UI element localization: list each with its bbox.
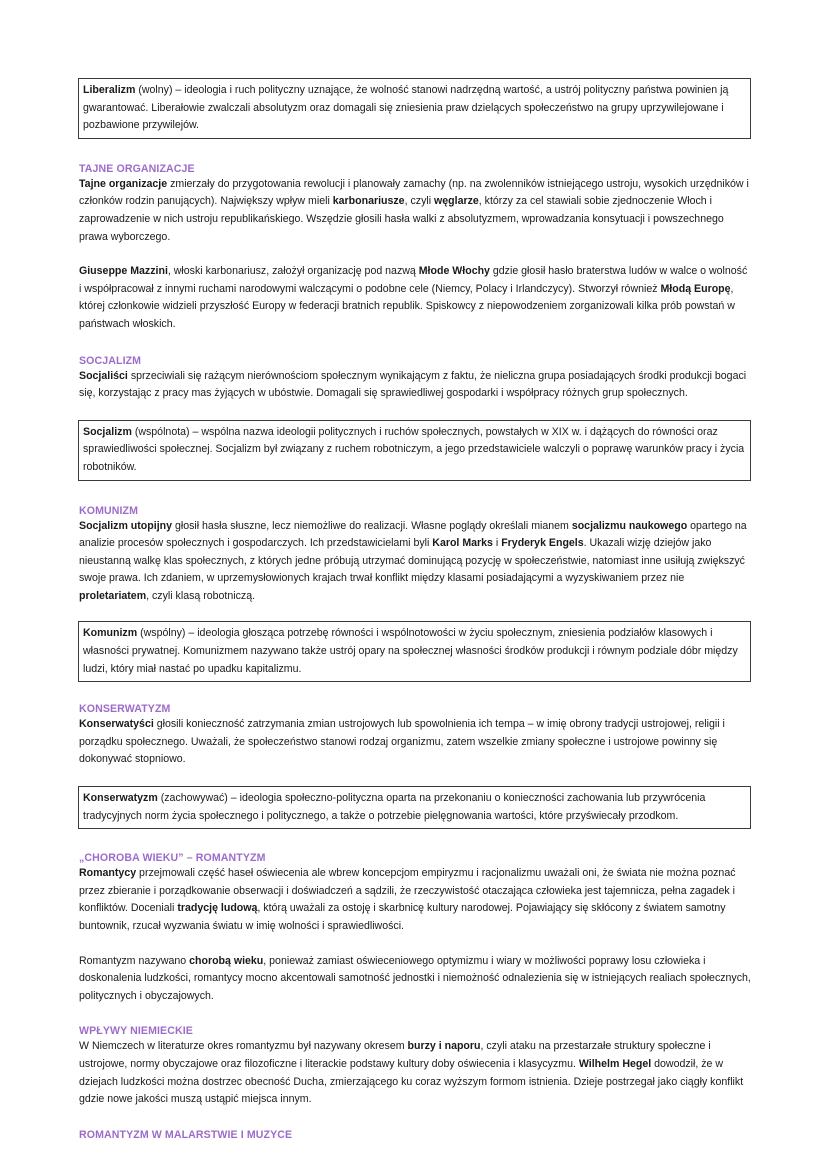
paragraph [79, 1038, 751, 1108]
bold-term: proletariatem [79, 589, 147, 602]
definition-text [83, 424, 745, 477]
definition-box-konserwatyzm [78, 786, 751, 829]
bold-term: Karol Marks [432, 537, 493, 550]
section-heading-konserwatyzm: KONSERWATYZM [79, 703, 171, 716]
bold-term: karbonariusze [332, 195, 405, 208]
bold-term: Młode Włochy [418, 265, 490, 278]
definition-box-komunizm [78, 621, 751, 682]
text-run: sprzeciwiali się rażącym nierównościom społecznym wynikającym z faktu, że nieliczna grupa posiadających środki produkcji bogaci się, korzystając z pracy mas żyjących w ubóstwie. Domagali się sprawiedliwej gospodarki i współpracy różnych grup społecznych. [79, 369, 747, 400]
text-run: opartego na analizie procesów społecznych i gospodarczych. Ich przedstawicielami byli [79, 519, 747, 550]
paragraph [79, 263, 751, 333]
bold-term: tradycję ludową [177, 902, 258, 915]
text-run: , czyli klasą robotniczą. [146, 589, 256, 602]
definition-body: (wolny) – ideologia i ruch polityczny uznające, że wolność stanowi nadrzędną wartość, a ustrój polityczny państwa powinien ją gwarantować. Liberałowie zwalczali absolutyzm oraz domagali się zniesienia praw dzielących społeczeństwo na grupy uprzywilejowane i pozbawione przywilejów. [83, 84, 729, 132]
section-heading-malarstwo: ROMANTYZM W MALARSTWIE I MUZYCE [79, 1128, 293, 1141]
paragraph [79, 176, 751, 246]
text-run: , ponieważ zamiast oświeceniowego optymizmu i wiary w możliwości poprawy losu człowieka i doskonalenia ludzkości, romantycy mocno akcentowali samotność jednostki i niemożność odnalezienia się w istniejących realiach społecznych, politycznych i obyczajowych. [79, 954, 751, 1002]
definition-text [83, 82, 745, 135]
definition-body: (zachowywać) – ideologia społeczno-polityczna oparta na przekonaniu o konieczności zachowania lub przywrócenia tradycyjnych norm życia społecznego i politycznego, a także o potrzebie pielęgnowania wartości, które przyświecały przodkom. [83, 792, 706, 822]
text-run: , którą uważali za ostoję i skarbnicę kultury narodowej. Pojawiający się skłócony z światem samotny buntownik, rzucał wyzwania światu w imię wolności i sprawiedliwości. [79, 902, 726, 932]
text-run: głosili konieczność zatrzymania zmian ustrojowych lub spowolnienia ich tempa – w imię obrony tradycji ustrojowej, religii i porządku społecznego. Uważali, że społeczeństwo stanowi rodzaj organizmu, zatem wszelkie zmiany społeczne i ustrojowe powinny się dokonywać stopniowo. [79, 718, 725, 766]
definition-box-socjalizm [78, 420, 751, 481]
paragraph [79, 953, 751, 1006]
definition-body: (wspólny) – ideologia głosząca potrzebę równości i wspólnotowości w życiu społecznym, zniesienia podziałów klasowych i własności prywatnej. Komunizmem nazywano także ustrój opary na społecznej własności środków produkcji i równym podziale dóbr między ludzi, który miał nastać po upadku kapitalizmu. [83, 627, 738, 675]
bold-term: socjalizmu naukowego [571, 519, 688, 532]
paragraph [79, 716, 751, 769]
definition-text [83, 790, 745, 825]
text-run: zmierzały do przygotowania rewolucji i planowały zamachy (np. na zwolenników istniejącego ustroju, wysokich urzędników i członków rodzin panujących). Największy wpływ mieli [79, 177, 749, 208]
text-run: W Niemczech w literaturze okres romantyzmu był nazywany okresem [79, 1040, 408, 1053]
section-heading-tajne: TAJNE ORGANIZACJE [79, 162, 195, 175]
section-heading-wplywy: WPŁYWY NIEMIECKIE [79, 1025, 193, 1038]
paragraph [79, 865, 751, 935]
definition-term: Liberalizm [83, 84, 136, 96]
text-run: dowodził, że w dziejach ludzkości można dostrzec obecność Ducha, zmierzającego ku coraz wyższym formom istnienia. Dzieje postrzegał jako ciągły konflikt gdzie nowe jakości muszą ustąpić miejsca innym. [79, 1057, 744, 1106]
bold-term: burzy i naporu [407, 1040, 481, 1053]
bold-term: Socjaliści [79, 369, 128, 382]
bold-term: Konserwatyści [79, 718, 154, 731]
text-run: , czyli [404, 195, 435, 208]
bold-term: Młodą Europę [660, 282, 731, 295]
bold-term: Fryderyk Engels [501, 537, 584, 550]
section-heading-socjalizm: SOCJALIZM [79, 354, 142, 367]
paragraph [79, 518, 751, 606]
definition-term: Konserwatyzm [83, 792, 158, 805]
section-heading-komunizm: KOMUNIZM [79, 504, 139, 517]
text-run: Romantyzm nazywano [79, 954, 190, 967]
bold-term: Romantycy [79, 867, 137, 880]
text-run: przejmowali część haseł oświecenia ale wbrew koncepcjom empiryzmu i racjonalizmu uważali oni, że świata nie można poznać przez zbieranie i porządkowanie obserwacji i doświadczeń a sądzili, że rzeczywistość otaczająca człowieka jest tajemnicza, pełna zagadek i konfliktów. Doceniali [79, 867, 736, 915]
bold-term: węglarze [434, 195, 479, 208]
text-run: i [492, 537, 502, 550]
section-heading-romantyzm: „CHOROBA WIEKU” – ROMANTYZM [79, 852, 266, 865]
paragraph [79, 368, 751, 403]
text-run: , czyli ataku na przestarzałe struktury społeczne i ustrojowe, normy obyczajowe oraz filozoficzne i literackie podstawy kultury doby oświecenia i klasycyzmu. [79, 1040, 711, 1070]
text-run: , którzy za cel stawiali sobie zjednoczenie Włoch i zaprowadzenie w nich ustroju republikańskiego. Wszędzie głosili hasła walki z absolutyzmem, wprowadzania konsytuacji i powszechnego prawa wyborczego. [79, 195, 724, 243]
text-run: . Ukazali wizję dziejów jako nieustanną walkę klas społecznych, z których jedne próbują utrzymać dominującą pozycję w społeczeństwie, natomiast inne usiłują zwiększyć swoje prawa. Ich zdaniem, w uprzemysłowionych krajach trwał konflikt między klasami posiadającymi a wyzyskiwaniem przez nie [79, 537, 745, 585]
definition-body: (wspólnota) – wspólna nazwa ideologii politycznych i ruchów społecznych, powstałych w XIX w. i dążących do równości oraz sprawiedliwości społecznej. Socjalizm był związany z ruchem robotniczym, a jego przedstawiciele walczyli o poprawę warunków pracy i życia robotników. [83, 425, 745, 473]
bold-term: Tajne organizacje [79, 177, 168, 190]
definition-term: Komunizm [83, 627, 138, 640]
text-run: , włoski karbonariusz, założył organizację pod nazwą [167, 265, 419, 278]
definition-text [83, 625, 745, 678]
text-run: , której członkowie widzieli przyszłość Europy w federacji bratnich republik. Spiskowcy z niepowodzeniem zorganizowali kilka prób powstań w państwach włoskich. [79, 282, 735, 330]
definition-term: Socjalizm [83, 425, 132, 438]
bold-term: Socjalizm utopijny [79, 519, 173, 532]
text-run: głosił hasła słuszne, lecz niemożliwe do realizacji. Własne poglądy określali mianem [172, 519, 572, 532]
document-page [79, 78, 751, 1142]
bold-term: chorobą wieku [189, 954, 264, 967]
bold-term: Giuseppe Mazzini [79, 265, 168, 278]
text-run: gdzie głosił hasło braterstwa ludów w walce o wolność i współpracował z innymi ruchami narodowymi walczącymi o podobne cele (Niemcy, Polacy i Irlandczycy). Stworzył również [79, 265, 748, 295]
bold-term: Wilhelm Hegel [578, 1057, 652, 1070]
definition-box-liberalizm [78, 78, 751, 139]
